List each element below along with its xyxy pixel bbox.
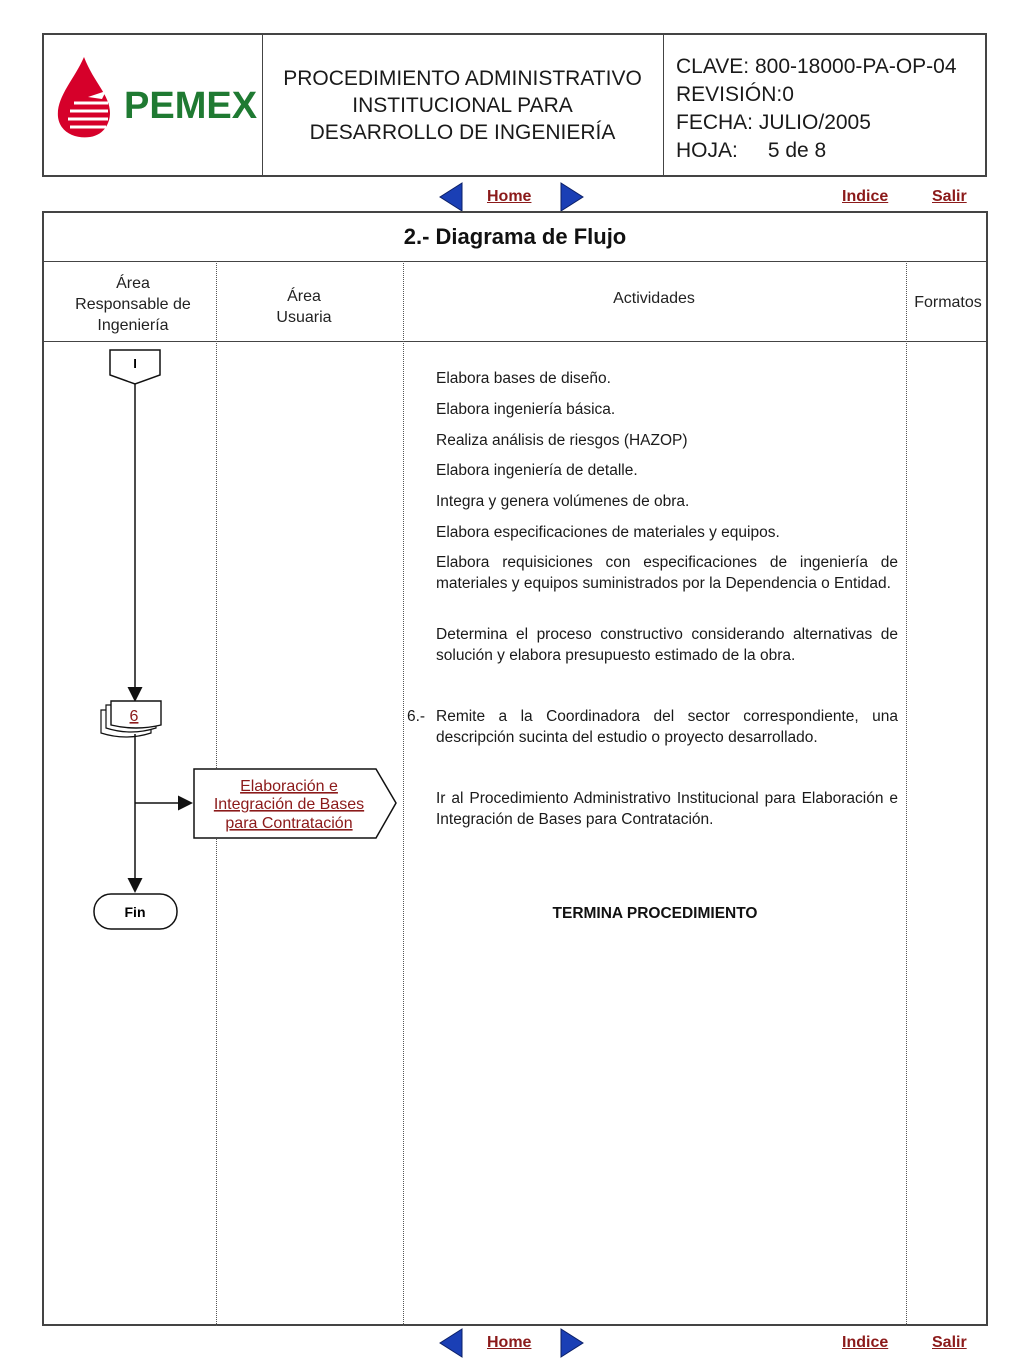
home-link-bottom[interactable]: Home bbox=[487, 1334, 532, 1351]
activity-6: Elabora especificaciones de materiales y equipos. bbox=[436, 524, 780, 541]
linked-procedure[interactable] bbox=[194, 769, 396, 838]
salir-link-bottom[interactable]: Salir bbox=[932, 1334, 967, 1351]
offpage-connector bbox=[110, 350, 160, 384]
activity-7: Elabora requisiciones con especificaciones de ingeniería de materiales y equipos suministrados por la Dependencia o Entidad. bbox=[436, 554, 898, 592]
next-arrow-icon-bottom[interactable] bbox=[558, 1327, 586, 1359]
indice-link[interactable]: Indice bbox=[842, 188, 889, 205]
activity-4: Elabora ingeniería de detalle. bbox=[436, 462, 638, 479]
document-step-6[interactable] bbox=[101, 701, 161, 737]
column-area-usuaria: Área Usuaria bbox=[276, 288, 332, 326]
prev-arrow-icon-bottom[interactable] bbox=[437, 1327, 465, 1359]
activity-8: Determina el proceso constructivo considerando alternativas de solución y elabora presupuesto estimado de la obra. bbox=[436, 626, 898, 664]
step-6-text: Remite a la Coordinadora del sector correspondiente, una descripción sucinta del estudio o proyecto desarrollado. bbox=[436, 708, 898, 746]
svg-text:Fin: Fin bbox=[124, 904, 146, 920]
clave: CLAVE: 800-18000-PA-OP-04 bbox=[676, 55, 957, 78]
fecha: FECHA: JULIO/2005 bbox=[676, 111, 871, 134]
svg-text:I: I bbox=[133, 356, 137, 371]
salir-link[interactable]: Salir bbox=[932, 188, 967, 205]
column-actividades: Actividades bbox=[613, 290, 695, 307]
title-line-1: PROCEDIMIENTO ADMINISTRATIVO bbox=[283, 66, 642, 90]
goto-procedure-text: Ir al Procedimiento Administrativo Institucional para Elaboración e Integración de Bases para Contratación. bbox=[436, 790, 898, 828]
step-6-number: 6.- bbox=[407, 708, 426, 725]
svg-text:para Contratación: para Contratación bbox=[225, 815, 353, 832]
home-link[interactable]: Home bbox=[487, 188, 532, 205]
activity-1: Elabora bases de diseño. bbox=[436, 370, 611, 387]
diagram-title: 2.- Diagrama de Flujo bbox=[44, 213, 986, 262]
activity-5: Integra y genera volúmenes de obra. bbox=[436, 493, 690, 510]
hoja-value: 5 de 8 bbox=[767, 139, 827, 162]
end-procedure-label: TERMINA PROCEDIMIENTO bbox=[552, 905, 758, 922]
svg-text:Elaboración e: Elaboración e bbox=[240, 778, 338, 795]
svg-text:6: 6 bbox=[129, 708, 139, 725]
column-area-responsable: Área Responsable de Ingeniería bbox=[75, 275, 191, 334]
activity-2: Elabora ingeniería básica. bbox=[436, 401, 616, 418]
revision: REVISIÓN:0 bbox=[676, 83, 794, 106]
activity-3: Realiza análisis de riesgos (HAZOP) bbox=[436, 432, 688, 449]
title-line-3: DESARROLLO DE INGENIERÍA bbox=[309, 120, 616, 144]
column-formatos: Formatos bbox=[914, 294, 982, 311]
hoja-label: HOJA: bbox=[676, 139, 738, 162]
title-line-2: INSTITUCIONAL PARA bbox=[352, 93, 573, 117]
indice-link-bottom[interactable]: Indice bbox=[842, 1334, 889, 1351]
svg-text:Integración de Bases: Integración de Bases bbox=[213, 796, 365, 813]
pemex-wordmark: PEMEX bbox=[124, 85, 258, 127]
terminator-fin bbox=[94, 894, 177, 929]
